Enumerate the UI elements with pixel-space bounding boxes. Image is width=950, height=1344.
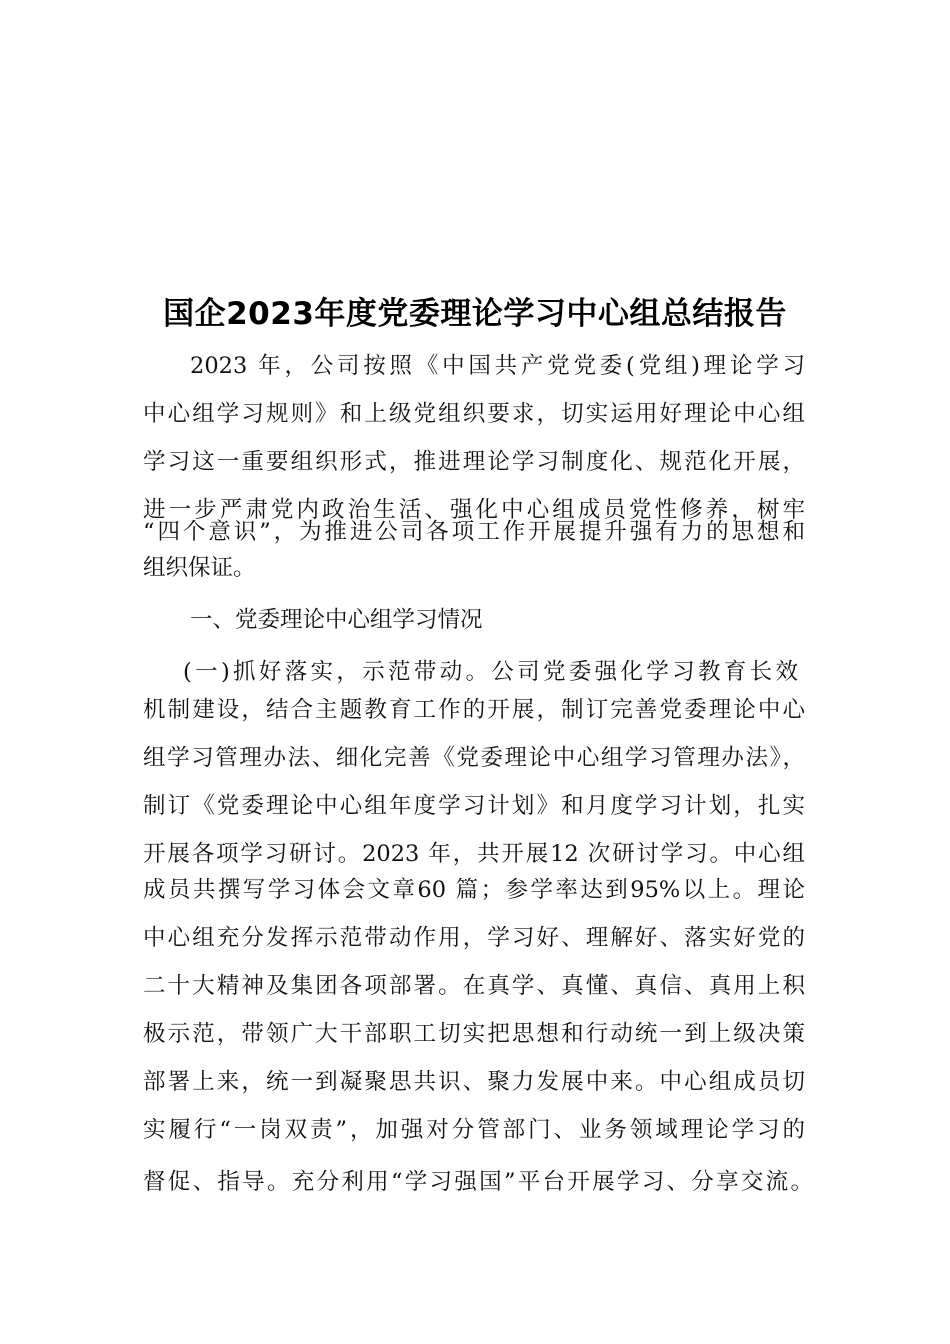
document-title: 国企2023年度党委理论学习中心组总结报告 bbox=[163, 296, 787, 332]
intro-line: 学习这一重要组织形式，推进理论学习制度化、规范化开展， bbox=[143, 449, 805, 475]
section-line: 机制建设，结合主题教育工作的开展，制订完善党委理论中心 bbox=[143, 697, 805, 723]
section-line: 极示范，带领广大干部职工切实把思想和行动统一到上级决策 bbox=[143, 1021, 805, 1047]
section-line: 开展各项学习研讨。2023 年，共开展12 次研讨学习。中心组 bbox=[143, 841, 805, 867]
intro-line: 2023 年，公司按照《中国共产党党委(党组)理论学习 bbox=[190, 353, 805, 379]
intro-line: “四个意识”，为推进公司各项工作开展提升强有力的思想和 bbox=[143, 519, 805, 545]
section-line: 督促、指导。充分利用“学习强国”平台开展学习、分享交流。 bbox=[143, 1169, 813, 1195]
section-heading: 一、党委理论中心组学习情况 bbox=[190, 607, 483, 633]
section-line: 部署上来，统一到凝聚思共识、聚力发展中来。中心组成员切 bbox=[143, 1069, 805, 1095]
section-line: 中心组充分发挥示范带动作用，学习好、理解好、落实好党的 bbox=[143, 925, 805, 951]
intro-line: 进一步严肃党内政治生活、强化中心组成员党性修养，树牢 bbox=[143, 497, 805, 523]
intro-line: 中心组学习规则》和上级党组织要求，切实运用好理论中心组 bbox=[143, 401, 805, 427]
intro-line: 组织保证。 bbox=[143, 555, 256, 581]
section-line: 二十大精神及集团各项部署。在真学、真懂、真信、真用上积 bbox=[143, 973, 805, 999]
section-line: 成员共撰写学习体会文章60 篇；参学率达到95%以上。理论 bbox=[143, 877, 805, 903]
section-line: (一)抓好落实，示范带动。公司党委强化学习教育长效 bbox=[183, 659, 798, 685]
section-line: 实履行“一岗双责”，加强对分管部门、业务领域理论学习的 bbox=[143, 1117, 805, 1143]
section-line: 组学习管理办法、细化完善《党委理论中心组学习管理办法》， bbox=[143, 745, 805, 771]
section-line: 制订《党委理论中心组年度学习计划》和月度学习计划，扎实 bbox=[143, 793, 805, 819]
